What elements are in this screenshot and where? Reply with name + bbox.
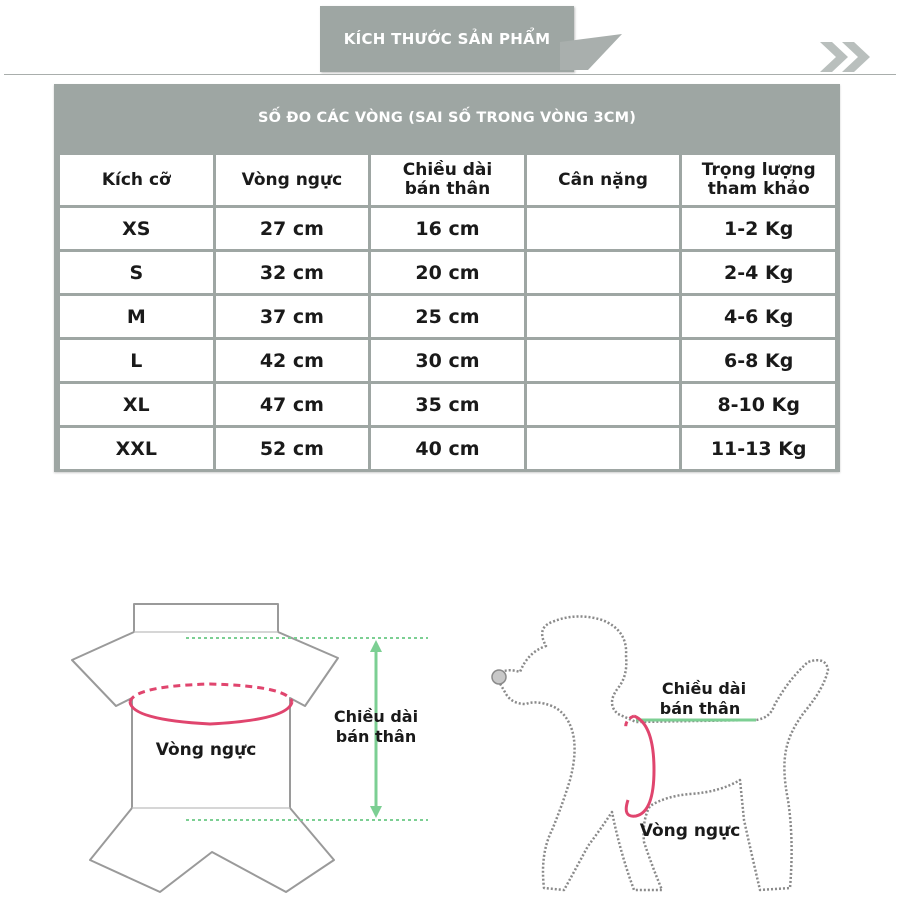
shirt-illustration — [72, 604, 428, 892]
cell-ref-weight: 4-6 Kg — [682, 296, 835, 337]
cell-weight — [527, 428, 680, 469]
cell-chest: 42 cm — [216, 340, 369, 381]
cell-size: XL — [60, 384, 213, 425]
shirt-length-label-1: Chiều dài — [333, 707, 419, 726]
measurement-diagram — [0, 480, 900, 900]
table-row — [60, 428, 835, 469]
cell-weight — [527, 296, 680, 337]
col-header-length: Chiều dài bán thân — [371, 155, 524, 205]
double-chevron-right-icon — [818, 40, 878, 76]
col-header-chest: Vòng ngực — [216, 155, 369, 205]
cell-length: 30 cm — [371, 340, 524, 381]
table-row — [60, 296, 835, 337]
cell-length: 16 cm — [371, 208, 524, 249]
cell-ref-weight: 11-13 Kg — [682, 428, 835, 469]
col-header-ref-weight: Trọng lượng tham khảo — [682, 155, 835, 205]
cell-ref-weight: 8-10 Kg — [682, 384, 835, 425]
cell-ref-weight: 2-4 Kg — [682, 252, 835, 293]
dog-length-label-2: bán thân — [659, 699, 741, 718]
cell-size: S — [60, 252, 213, 293]
dog-illustration — [492, 616, 828, 890]
header-divider — [4, 74, 896, 75]
table-title: SỐ ĐO CÁC VÒNG (SAI SỐ TRONG VÒNG 3CM) — [257, 110, 637, 126]
cell-chest: 47 cm — [216, 384, 369, 425]
dog-length-label-1: Chiều dài — [661, 679, 747, 698]
col-header-weight: Cân nặng — [527, 155, 680, 205]
cell-weight — [527, 384, 680, 425]
cell-length: 20 cm — [371, 252, 524, 293]
cell-chest: 32 cm — [216, 252, 369, 293]
cell-length: 40 cm — [371, 428, 524, 469]
banner-shadow-tail — [560, 30, 630, 72]
cell-chest: 37 cm — [216, 296, 369, 337]
table-row — [60, 384, 835, 425]
cell-length: 25 cm — [371, 296, 524, 337]
cell-ref-weight: 1-2 Kg — [682, 208, 835, 249]
dog-chest-label: Vòng ngực — [639, 821, 741, 841]
section-title-banner — [320, 6, 574, 72]
table-row — [60, 340, 835, 381]
table-header-row — [60, 155, 835, 205]
size-table-panel — [54, 84, 840, 472]
cell-size: XXL — [60, 428, 213, 469]
table-row — [60, 252, 835, 293]
shirt-length-label-2: bán thân — [335, 727, 417, 746]
cell-weight — [527, 340, 680, 381]
cell-chest: 52 cm — [216, 428, 369, 469]
cell-length: 35 cm — [371, 384, 524, 425]
cell-chest: 27 cm — [216, 208, 369, 249]
cell-size: M — [60, 296, 213, 337]
cell-weight — [527, 208, 680, 249]
table-row — [60, 208, 835, 249]
cell-weight — [527, 252, 680, 293]
cell-size: XS — [60, 208, 213, 249]
cell-ref-weight: 6-8 Kg — [682, 340, 835, 381]
size-table — [57, 152, 838, 472]
shirt-chest-label: Vòng ngực — [155, 740, 257, 760]
section-title: KÍCH THƯỚC SẢN PHẨM — [343, 30, 551, 48]
col-header-size: Kích cỡ — [60, 155, 213, 205]
cell-size: L — [60, 340, 213, 381]
